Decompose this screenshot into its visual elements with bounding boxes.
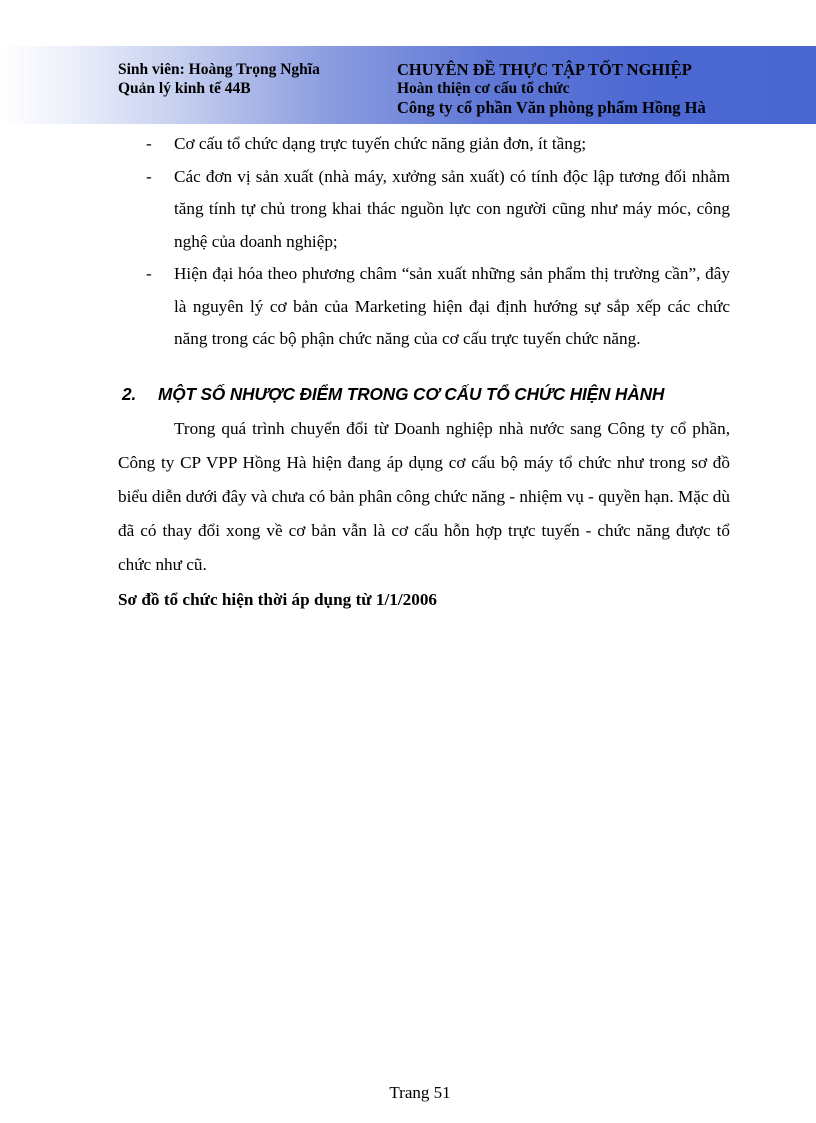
student-name: Sinh viên: Hoàng Trọng Nghĩa <box>118 61 320 78</box>
header-report-info <box>397 60 706 117</box>
section-title: MỘT SỐ NHƯỢC ĐIỂM TRONG CƠ CẤU TỔ CHỨC HIỆN HÀNH <box>158 383 665 404</box>
report-title: CHUYÊN ĐỀ THỰC TẬP TỐT NGHIỆP <box>397 60 692 79</box>
bullet-dash: - <box>146 264 152 283</box>
bullet-text: Cơ cấu tổ chức dạng trực tuyến chức năng giản đơn, ít tầng; <box>174 134 587 153</box>
page-body <box>118 128 730 616</box>
page-number: Trang 51 <box>389 1083 451 1102</box>
bullet-dash: - <box>146 134 152 153</box>
list-item <box>118 161 730 259</box>
list-item <box>118 128 730 161</box>
bullet-text: Các đơn vị sản xuất (nhà máy, xưởng sản xuất) có tính độc lập tương đối nhằm tăng tính tự chủ trong khai thác nguồn lực con người cũng như máy móc, công nghệ của doanh nghiệp; <box>174 166 730 251</box>
student-class: Quản lý kinh tế 44B <box>118 80 251 97</box>
page-footer <box>0 1083 816 1103</box>
report-company: Công ty cổ phần Văn phòng phẩm Hồng Hà <box>397 98 706 117</box>
body-paragraph: Trong quá trình chuyển đổi từ Doanh nghiệp nhà nước sang Công ty cổ phần, Công ty CP VPP Hồng Hà hiện đang áp dụng cơ cấu bộ máy tổ chức như trong sơ đồ biểu diễn dưới đây và chưa có bản phân công chức năng - nhiệm vụ - quyền hạn. Mặc dù đã có thay đổi xong về cơ bản vẫn là cơ cấu hỗn hợp trực tuyến - chức năng được tổ chức như cũ. <box>118 418 730 574</box>
bullet-dash: - <box>146 166 152 186</box>
list-item <box>118 258 730 356</box>
section-heading <box>118 378 730 410</box>
header-student-info <box>118 60 320 98</box>
bullet-text: Hiện đại hóa theo phương châm “sản xuất những sản phẩm thị trường cần”, đây là nguyên lý cơ bản của Marketing hiện đại định hướng sự sắp xếp các chức năng trong các bộ phận chức năng của cơ cấu trực tuyến chức năng. <box>174 264 730 348</box>
section-number: 2. <box>122 383 137 404</box>
report-topic: Hoàn thiện cơ cấu tổ chức <box>397 80 570 97</box>
diagram-caption: Sơ đồ tổ chức hiện thời áp dụng từ 1/1/2006 <box>118 589 438 609</box>
